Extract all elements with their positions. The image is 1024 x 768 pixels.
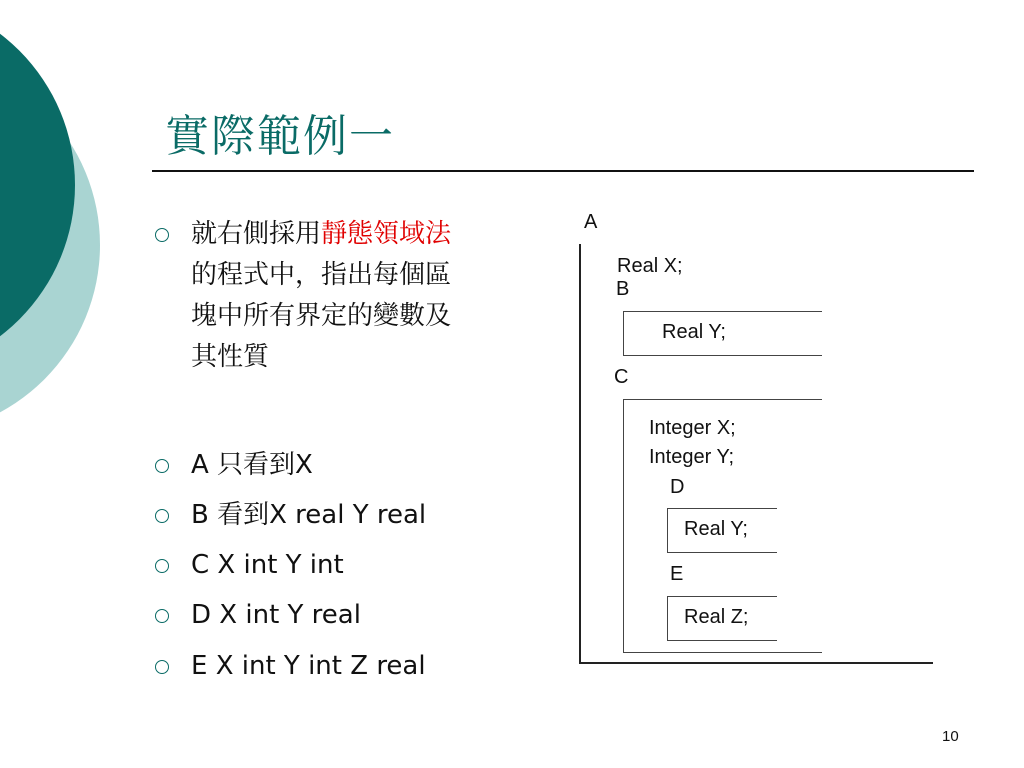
bullet-text-line: 就右側採用	[191, 219, 322, 249]
bullet-text: E X int Y int Z real	[191, 651, 426, 681]
decl-real-x: Real X;	[617, 255, 683, 277]
bullet-text: B 看到X real Y real	[191, 500, 427, 530]
bullet-text: C X int Y int	[191, 550, 344, 580]
decl-integer-x: Integer X;	[649, 417, 736, 439]
page-number: 10	[942, 728, 959, 745]
decl-real-y: Real Y;	[662, 321, 726, 343]
title-divider	[152, 170, 974, 172]
decl-real-y: Real Y;	[684, 518, 748, 540]
decorative-circles	[0, 0, 120, 420]
block-label-c: C	[614, 366, 629, 388]
bullet-text-line: 的程式中，指出每個區	[191, 260, 452, 290]
bullet-circle-icon	[155, 660, 169, 674]
highlighted-term: 靜態領域法	[321, 219, 452, 249]
bullet-circle-icon	[155, 509, 169, 523]
bullet-circle-icon	[155, 559, 169, 573]
bullet-text: D X int Y real	[191, 600, 361, 630]
block-label-d: D	[670, 476, 685, 498]
bullet-text-line: 塊中所有界定的變數及	[191, 301, 452, 331]
bullet-circle-icon	[155, 228, 169, 242]
bullet-text: A 只看到X	[191, 450, 313, 480]
decl-real-z: Real Z;	[684, 606, 749, 628]
block-label-a: A	[584, 211, 598, 233]
bullet-text	[191, 214, 451, 378]
bullet-circle-icon	[155, 459, 169, 473]
decl-integer-y: Integer Y;	[649, 446, 735, 468]
bullet-text-line: 其性質	[191, 342, 270, 372]
slide-title: 實際範例一	[165, 111, 395, 162]
block-label-e: E	[670, 563, 684, 585]
bullet-circle-icon	[155, 609, 169, 623]
block-label-b: B	[616, 278, 630, 300]
